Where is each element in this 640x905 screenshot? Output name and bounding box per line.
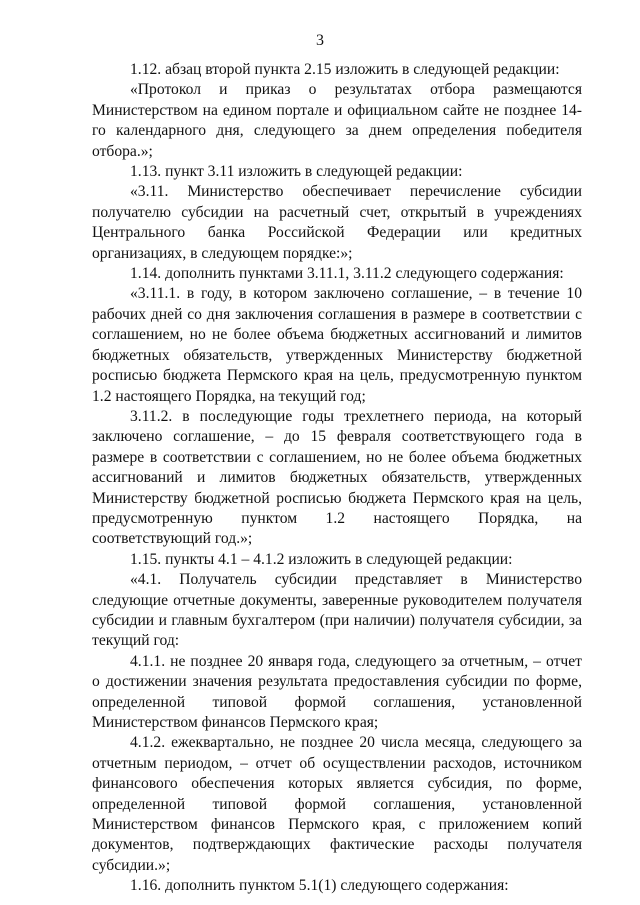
page-number: 3	[316, 32, 324, 49]
paragraph-4-1-1: 4.1.1. не позднее 20 января года, следующего за отчетным, – отчет о достижении значения результата предоставления субсидии по форме, определенной типовой формой соглашения, установленной Министерством финансов Пермского края;	[92, 652, 582, 731]
paragraph-3-11-quote: «3.11. Министерство обеспечивает перечисление субсидии получателю субсидии на расчетный счет, открытый в учреждениях Центрального банка Российской Федерации или кредитных организациях, в следующем порядке:»;	[92, 183, 582, 262]
document-body	[92, 60, 582, 897]
paragraph-1-13: 1.13. пункт 3.11 изложить в следующей редакции:	[130, 163, 463, 181]
paragraph-1-14: 1.14. дополнить пунктами 3.11.1, 3.11.2 следующего содержания:	[130, 265, 564, 283]
paragraph-4-1-2: 4.1.2. ежеквартально, не позднее 20 числа месяца, следующего за отчетным периодом, – отчет об осуществлении расходов, источником финансового обеспечения которых является субсидия, по форме, определенной типовой формой соглашения, установленной Министерством финансов Пермского края, с приложением копий документов, подтверждающих фактические расходы получателя субсидии.»;	[92, 734, 582, 874]
paragraph-3-11-2: 3.11.2. в последующие годы трехлетнего периода, на который заключено соглашение, – до 15 февраля соответствующего года в размере в соответствии с соглашением, но не более объема бюджетных ассигнований и лимитов бюджетных обязательств, утвержденных Министерству бюджетной росписью бюджета Пермского края на цель, предусмотренную пунктом 1.2 настоящего Порядка, на соответствующий год.»;	[92, 407, 582, 548]
paragraph-1-12: 1.12. абзац второй пункта 2.15 изложить в следующей редакции:	[130, 61, 560, 78]
paragraph-4-1: «4.1. Получатель субсидии представляет в Министерство следующие отчетные документы, заверенные руководителем получателя субсидии и главным бухгалтером (при наличии) получателя субсидии, за текущий год:	[92, 571, 582, 650]
paragraph-1-15: 1.15. пункты 4.1 – 4.1.2 изложить в следующей редакции:	[130, 550, 513, 568]
paragraph-3-11-1: «3.11.1. в году, в котором заключено соглашение, – в течение 10 рабочих дней со дня заключения соглашения в размере в соответствии с соглашением, но не более объема бюджетных ассигнований и лимитов бюджетных обязательств, утвержденных Министерству бюджетной росписью бюджета Пермского края на цель, предусмотренную пунктом 1.2 настоящего Порядка, на текущий год;	[92, 285, 582, 405]
paragraph-1-16: 1.16. дополнить пунктом 5.1(1) следующего содержания:	[130, 877, 509, 895]
paragraph-protocol-quote: «Протокол и приказ о результатах отбора размещаются Министерством на едином портале и официальном сайте не позднее 14-го календарного дня, следующего за днем определения победителя отбора.»;	[92, 81, 582, 160]
